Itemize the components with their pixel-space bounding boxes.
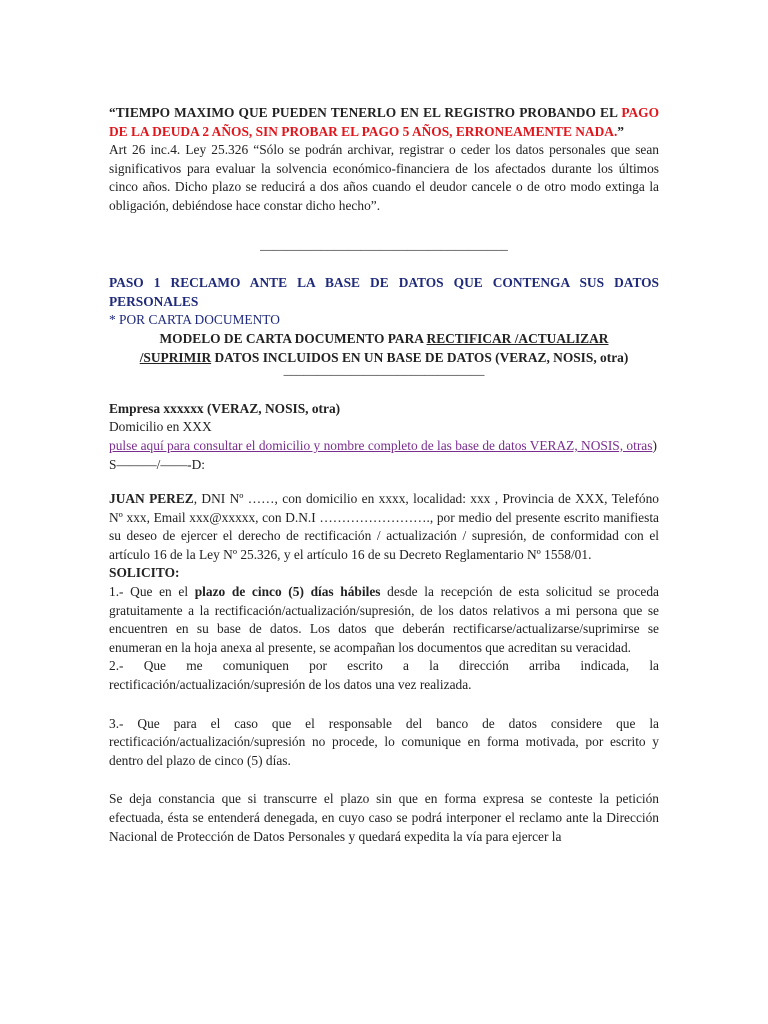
link-paragraph: pulse aquí para consultar el domicilio y nombre completo de las base de datos VERAZ, NOSIS, otras) — [109, 437, 657, 453]
base-datos-link[interactable]: pulse aquí para consultar el domicilio y nombre completo de las base de datos VERAZ, NOSIS, otras — [109, 437, 653, 453]
quote-paragraph — [109, 104, 659, 141]
item-2: 2.- Que me comuniquen por escrito a la dirección arriba indicada, la rectificación/actualización/supresión de los datos una vez realizada. — [109, 658, 659, 693]
quote-open: “TIEMPO MAXIMO QUE PUEDEN TENERLO EN EL REGISTRO PROBANDO EL — [109, 105, 618, 120]
paso1-heading: PASO 1 RECLAMO ANTE LA BASE DE DATOS QUE CONTENGA SUS DATOS PERSONALES — [109, 275, 659, 309]
modelo-heading: MODELO DE CARTA DOCUMENTO PARA RECTIFICAR /ACTUALIZAR /SUPRIMIR DATOS INCLUIDOS EN UN BASE DE DATOS (VERAZ, NOSIS, otra) — [139, 330, 629, 365]
juan-paragraph: JUAN PEREZ, DNI Nº ……, con domicilio en xxxx, localidad: xxx , Provincia de XXX, Telefóno Nº xxx, Email xxx@xxxxx, con D.N.I ……………………., por medio del presente escrito manifiesta su deseo de ejercer el derecho de rectificación / actualización / supresión, de conformidad con el artículo 16 de la Ley Nº 25.326, y el artículo 16 de su Decreto Reglamentario Nº 1558/01. — [109, 491, 659, 562]
separator-rule: _____________________________________ — [260, 236, 508, 252]
salutation: S———/——-D: — [109, 456, 205, 472]
document-page — [109, 104, 659, 846]
empresa-line: Empresa xxxxxx (VERAZ, NOSIS, otra) — [109, 400, 341, 416]
quote-close: ” — [617, 123, 624, 139]
solicito-heading: SOLICITO: — [109, 565, 180, 581]
art26-paragraph: Art 26 inc.4. Ley 25.326 “Sólo se podrán archivar, registrar o ceder los datos personales que sean significativos para evaluar la solvencia económico-financiera de los afectados durante los últimos cinco años. Dicho plazo se reducirá a dos años cuando el deudor cancele o de otro modo extinga la obligación, debiéndose hace constar dicho hecho”. — [109, 142, 659, 213]
quote-highlight: PAGO DE LA DEUDA 2 AÑOS, SIN PROBAR EL PAGO 5 AÑOS, ERRONEAMENTE NADA. — [109, 105, 659, 139]
separator-rule-2: ______________________________ — [283, 362, 485, 378]
por-carta-label: * POR CARTA DOCUMENTO — [109, 312, 280, 328]
item-1: 1.- Que en el plazo de cinco (5) días hábiles desde la recepción de esta solicitud se proceda gratuitamente a la rectificación/actualización/supresión, de los datos relativos a mi persona que se encuentren en su base de datos. Los datos que deberán rectificarse/actualizarse/suprimirse se enumeran en la hoja anexa al presente, se acompañan los documentos que acreditan su veracidad. — [109, 584, 659, 655]
domicilio-line: Domicilio en XXX — [109, 419, 212, 435]
constancia-paragraph: Se deja constancia que si transcurre el plazo sin que en forma expresa se conteste la petición efectuada, ésta se entenderá denegada, en cuyo caso se podrá interponer el reclamo ante la Dirección Nacional de Protección de Datos Personales y quedará expedita la vía para ejercer la — [109, 791, 659, 844]
item-3: 3.- Que para el caso que el responsable del banco de datos considere que la rectificación/actualización/supresión no procede, lo comunique en forma motivada, por escrito y dentro del plazo de cinco (5) días. — [109, 715, 659, 768]
